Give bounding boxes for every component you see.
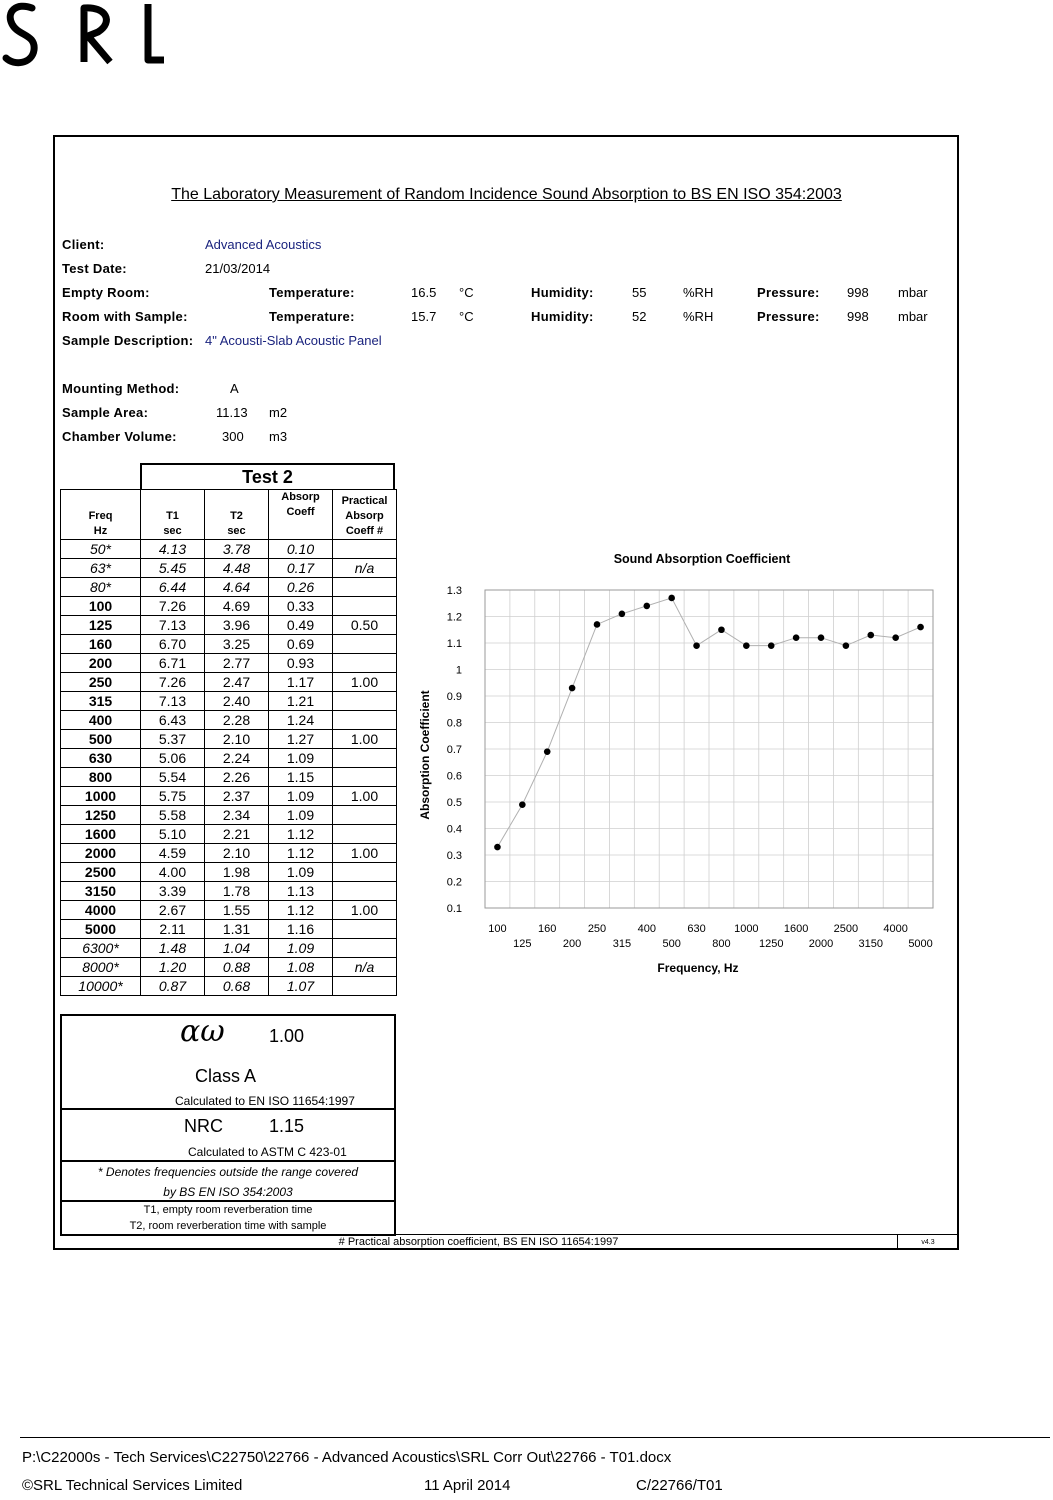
- table-row: [61, 749, 397, 768]
- report-title: The Laboratory Measurement of Random Incidence Sound Absorption to BS EN ISO 354:2003: [171, 186, 842, 203]
- t2-cell: 2.47: [205, 673, 269, 692]
- coeff-cell: 1.12: [269, 825, 333, 844]
- alpha-w-box: [60, 1014, 396, 1110]
- t2-cell: 0.68: [205, 977, 269, 996]
- t1-cell: 5.58: [141, 806, 205, 825]
- t2-cell: 3.25: [205, 635, 269, 654]
- practical-cell: 1.00: [333, 730, 397, 749]
- t2-cell: 1.04: [205, 939, 269, 958]
- x-tick-label: 4000: [883, 923, 908, 935]
- table-row: [61, 806, 397, 825]
- empty-hum-value: 55: [632, 285, 647, 300]
- x-tick-label: 315: [612, 938, 632, 950]
- t2-cell: 2.34: [205, 806, 269, 825]
- t1-cell: 7.13: [141, 616, 205, 635]
- t1-cell: 5.45: [141, 559, 205, 578]
- t1-cell: 4.00: [141, 863, 205, 882]
- coeff-cell: 1.15: [269, 768, 333, 787]
- t1-header: T1 sec: [141, 490, 205, 540]
- x-tick-label: 100: [488, 923, 507, 935]
- freq-cell: 630: [61, 749, 141, 768]
- x-tick-label: 5000: [908, 938, 933, 950]
- x-tick-label: 400: [637, 923, 656, 935]
- data-point: [768, 642, 775, 649]
- footer-copyright: ©SRL Technical Services Limited: [22, 1477, 243, 1494]
- t2-cell: 4.69: [205, 597, 269, 616]
- freq-cell: 4000: [61, 901, 141, 920]
- table-row: [61, 977, 397, 996]
- y-tick-label: 0.1: [446, 903, 462, 915]
- y-tick-label: 1: [455, 664, 462, 677]
- table-row: [61, 768, 397, 787]
- t2-cell: 2.37: [205, 787, 269, 806]
- table-row: [61, 616, 397, 635]
- x-tick-label: 800: [712, 938, 731, 950]
- sample-hum-label: Humidity:: [531, 309, 594, 324]
- coeff-cell: 0.49: [269, 616, 333, 635]
- empty-pres-unit: mbar: [898, 285, 928, 300]
- t1-cell: 6.43: [141, 711, 205, 730]
- y-tick-label: 1.1: [446, 638, 462, 650]
- data-point: [668, 595, 675, 602]
- practical-cell: [333, 692, 397, 711]
- t1-cell: 1.20: [141, 958, 205, 977]
- footer-divider: [20, 1437, 1050, 1438]
- freq-cell: 1000: [61, 787, 141, 806]
- coeff-header: Absorp Coeff: [269, 490, 333, 540]
- coeff-cell: 1.07: [269, 977, 333, 996]
- freq-cell: 80*: [61, 578, 141, 597]
- t-notes-box: [60, 1200, 396, 1236]
- data-point: [594, 621, 601, 628]
- t2-cell: 2.21: [205, 825, 269, 844]
- t2-cell: 1.78: [205, 882, 269, 901]
- practical-cell: [333, 540, 397, 559]
- coeff-cell: 1.09: [269, 806, 333, 825]
- alpha-w-symbol: αω: [180, 1014, 225, 1049]
- data-point: [619, 611, 626, 618]
- sample-desc-value: 4" Acousti-Slab Acoustic Panel: [205, 333, 382, 348]
- y-tick-label: 1.2: [446, 611, 462, 624]
- table-row: [61, 920, 397, 939]
- t2-cell: 2.10: [205, 730, 269, 749]
- practical-cell: 1.00: [333, 844, 397, 863]
- freq-header: Freq Hz: [61, 490, 141, 540]
- data-point: [843, 642, 850, 649]
- t1-cell: 1.48: [141, 939, 205, 958]
- t2-cell: 1.98: [205, 863, 269, 882]
- t2-cell: 4.64: [205, 578, 269, 597]
- t2-note: T2, room reverberation time with sample: [129, 1220, 327, 1232]
- coeff-cell: 1.09: [269, 863, 333, 882]
- t2-cell: 2.28: [205, 711, 269, 730]
- test-date-value: 21/03/2014: [205, 261, 271, 276]
- practical-cell: [333, 578, 397, 597]
- freq-cell: 50*: [61, 540, 141, 559]
- practical-cell: [333, 768, 397, 787]
- table-row: [61, 540, 397, 559]
- coeff-cell: 1.27: [269, 730, 333, 749]
- alpha-w-calc: Calculated to EN ISO 11654:1997: [175, 1094, 355, 1108]
- practical-note: # Practical absorption coefficient, BS EN ISO 11654:1997: [60, 1234, 897, 1249]
- table-row: [61, 711, 397, 730]
- table-row: [61, 692, 397, 711]
- t1-cell: 6.71: [141, 654, 205, 673]
- sample-pres-label: Pressure:: [757, 309, 820, 324]
- t2-cell: 3.78: [205, 540, 269, 559]
- class-rating: Class A: [195, 1066, 257, 1086]
- area-unit: m2: [269, 405, 288, 420]
- coeff-cell: 1.09: [269, 749, 333, 768]
- freq-cell: 125: [61, 616, 141, 635]
- t1-cell: 7.26: [141, 597, 205, 616]
- t1-cell: 0.87: [141, 977, 205, 996]
- nrc-calc: Calculated to ASTM C 423-01: [188, 1145, 347, 1159]
- y-tick-label: 0.4: [446, 823, 462, 836]
- footer-date: 11 April 2014: [424, 1477, 511, 1494]
- table-row: [61, 730, 397, 749]
- y-tick-label: 0.5: [446, 797, 462, 809]
- practical-cell: [333, 711, 397, 730]
- x-tick-label: 200: [562, 938, 582, 950]
- practical-cell: 0.50: [333, 616, 397, 635]
- coeff-cell: 0.93: [269, 654, 333, 673]
- practical-cell: [333, 863, 397, 882]
- x-tick-label: 500: [662, 938, 681, 950]
- t1-cell: 4.13: [141, 540, 205, 559]
- table-row: [61, 654, 397, 673]
- empty-hum-label: Humidity:: [531, 285, 594, 300]
- t2-cell: 2.24: [205, 749, 269, 768]
- table-row: [61, 958, 397, 977]
- y-tick-label: 0.3: [446, 850, 462, 862]
- freq-cell: 250: [61, 673, 141, 692]
- t2-cell: 3.96: [205, 616, 269, 635]
- data-point: [743, 642, 750, 649]
- empty-pres-label: Pressure:: [757, 285, 820, 300]
- practical-cell: 1.00: [333, 673, 397, 692]
- x-tick-label: 250: [587, 923, 607, 935]
- t1-cell: 4.59: [141, 844, 205, 863]
- nrc-label: NRC: [184, 1116, 223, 1136]
- sample-temp-value: 15.7: [411, 309, 437, 324]
- x-tick-label: 1000: [734, 923, 759, 935]
- t2-cell: 2.26: [205, 768, 269, 787]
- data-point: [917, 624, 924, 631]
- y-tick-label: 0.2: [446, 876, 462, 889]
- t1-cell: 2.11: [141, 920, 205, 939]
- t1-cell: 7.26: [141, 673, 205, 692]
- empty-hum-unit: %RH: [683, 285, 714, 300]
- t1-cell: 5.75: [141, 787, 205, 806]
- t1-cell: 7.13: [141, 692, 205, 711]
- t2-cell: 4.48: [205, 559, 269, 578]
- sample-temp-unit: °C: [459, 309, 474, 324]
- y-tick-label: 0.9: [446, 691, 462, 703]
- freq-cell: 315: [61, 692, 141, 711]
- test-date-label: Test Date:: [62, 261, 127, 276]
- practical-cell: n/a: [333, 559, 397, 578]
- footer-path: P:\C22000s - Tech Services\C22750\22766 - Advanced Acoustics\SRL Corr Out\22766 - T01.docx: [22, 1449, 672, 1466]
- freq-cell: 200: [61, 654, 141, 673]
- x-tick-label: 2500: [833, 923, 859, 935]
- results-table: [60, 489, 397, 996]
- y-tick-label: 0.7: [446, 744, 462, 756]
- empty-pres-value: 998: [847, 285, 869, 300]
- sample-desc-label: Sample Description:: [62, 333, 194, 348]
- version-label: v4.3: [897, 1234, 958, 1249]
- coeff-cell: 0.26: [269, 578, 333, 597]
- data-point: [693, 642, 700, 649]
- sample-hum-unit: %RH: [683, 309, 714, 324]
- table-row: [61, 787, 397, 806]
- freq-cell: 100: [61, 597, 141, 616]
- x-tick-label: 630: [687, 923, 706, 935]
- freq-cell: 500: [61, 730, 141, 749]
- data-point: [643, 603, 650, 610]
- t1-cell: 2.67: [141, 901, 205, 920]
- data-point: [818, 634, 825, 641]
- coeff-cell: 1.08: [269, 958, 333, 977]
- nrc-box: [60, 1108, 396, 1162]
- client-label: Client:: [62, 237, 105, 252]
- practical-cell: n/a: [333, 958, 397, 977]
- t2-cell: 1.31: [205, 920, 269, 939]
- freq-cell: 1600: [61, 825, 141, 844]
- test-heading: Test 2: [140, 463, 395, 489]
- data-point: [867, 632, 874, 639]
- volume-unit: m3: [269, 429, 288, 444]
- absorption-chart: [410, 540, 950, 980]
- practical-cell: [333, 749, 397, 768]
- footer-ref: C/22766/T01: [636, 1477, 723, 1494]
- data-point: [519, 801, 526, 808]
- area-value: 11.13: [216, 405, 248, 420]
- denotes-line1: * Denotes frequencies outside the range covered: [97, 1165, 359, 1179]
- alpha-w-value: 1.00: [269, 1026, 305, 1046]
- coeff-cell: 0.17: [269, 559, 333, 578]
- practical-cell: [333, 882, 397, 901]
- t1-cell: 5.37: [141, 730, 205, 749]
- y-tick-label: 0.6: [446, 770, 462, 783]
- t1-cell: 5.54: [141, 768, 205, 787]
- t1-cell: 5.10: [141, 825, 205, 844]
- denotes-box: [60, 1160, 396, 1202]
- freq-cell: 8000*: [61, 958, 141, 977]
- table-row: [61, 825, 397, 844]
- freq-cell: 10000*: [61, 977, 141, 996]
- mounting-label: Mounting Method:: [62, 381, 180, 396]
- data-point: [494, 844, 501, 851]
- t2-cell: 2.77: [205, 654, 269, 673]
- t1-note: T1, empty room reverberation time: [143, 1204, 313, 1216]
- chart-ylabel: Absorption Coefficient: [418, 690, 432, 820]
- data-point: [569, 685, 576, 692]
- empty-temp-label: Temperature:: [269, 285, 355, 300]
- data-point: [793, 634, 800, 641]
- y-tick-label: 0.8: [446, 717, 462, 730]
- coeff-cell: 1.09: [269, 939, 333, 958]
- coeff-cell: 1.21: [269, 692, 333, 711]
- freq-cell: 3150: [61, 882, 141, 901]
- t1-cell: 5.06: [141, 749, 205, 768]
- table-row: [61, 882, 397, 901]
- denotes-line2: by BS EN ISO 354:2003: [163, 1185, 293, 1199]
- practical-cell: [333, 654, 397, 673]
- table-row: [61, 578, 397, 597]
- t2-cell: 1.55: [205, 901, 269, 920]
- sample-hum-value: 52: [632, 309, 647, 324]
- table-row: [61, 559, 397, 578]
- practical-cell: [333, 920, 397, 939]
- t2-cell: 2.40: [205, 692, 269, 711]
- client-value: Advanced Acoustics: [205, 237, 322, 252]
- table-row: [61, 597, 397, 616]
- coeff-cell: 1.09: [269, 787, 333, 806]
- x-tick-label: 1600: [783, 923, 809, 935]
- area-label: Sample Area:: [62, 405, 149, 420]
- coeff-cell: 1.12: [269, 844, 333, 863]
- table-row: [61, 673, 397, 692]
- freq-cell: 1250: [61, 806, 141, 825]
- freq-cell: 2000: [61, 844, 141, 863]
- practical-cell: 1.00: [333, 901, 397, 920]
- sample-pres-value: 998: [847, 309, 869, 324]
- x-tick-label: 3150: [858, 938, 884, 950]
- volume-label: Chamber Volume:: [62, 429, 177, 444]
- sample-pres-unit: mbar: [898, 309, 928, 324]
- srl-logo: [2, 0, 172, 70]
- coeff-cell: 1.16: [269, 920, 333, 939]
- table-row: [61, 863, 397, 882]
- x-tick-label: 1250: [758, 938, 784, 950]
- x-tick-label: 160: [538, 923, 557, 935]
- empty-temp-unit: °C: [459, 285, 474, 300]
- freq-cell: 6300*: [61, 939, 141, 958]
- data-point: [544, 748, 551, 755]
- practical-header: Practical Absorp Coeff #: [333, 490, 397, 540]
- t1-cell: 3.39: [141, 882, 205, 901]
- mounting-value: A: [230, 381, 239, 396]
- chart-title: Sound Absorption Coefficient: [613, 552, 791, 566]
- coeff-cell: 0.69: [269, 635, 333, 654]
- freq-cell: 5000: [61, 920, 141, 939]
- empty-room-label: Empty Room:: [62, 285, 150, 300]
- coeff-cell: 0.10: [269, 540, 333, 559]
- sample-temp-label: Temperature:: [269, 309, 355, 324]
- empty-temp-value: 16.5: [411, 285, 437, 300]
- sample-room-label: Room with Sample:: [62, 309, 188, 324]
- table-row: [61, 901, 397, 920]
- freq-cell: 160: [61, 635, 141, 654]
- practical-cell: [333, 977, 397, 996]
- x-tick-label: 125: [513, 938, 532, 950]
- y-tick-label: 1.3: [446, 585, 462, 597]
- freq-cell: 800: [61, 768, 141, 787]
- data-point: [892, 634, 899, 641]
- data-point: [718, 626, 725, 633]
- t2-cell: 0.88: [205, 958, 269, 977]
- table-row: [61, 635, 397, 654]
- table-row: [61, 844, 397, 863]
- coeff-cell: 1.12: [269, 901, 333, 920]
- t2-header: T2 sec: [205, 490, 269, 540]
- t1-cell: 6.70: [141, 635, 205, 654]
- coeff-cell: 1.24: [269, 711, 333, 730]
- coeff-cell: 0.33: [269, 597, 333, 616]
- practical-cell: [333, 825, 397, 844]
- t1-cell: 6.44: [141, 578, 205, 597]
- freq-cell: 400: [61, 711, 141, 730]
- chart-xlabel: Frequency, Hz: [657, 961, 739, 975]
- table-row: [61, 939, 397, 958]
- volume-value: 300: [222, 429, 244, 444]
- x-tick-label: 2000: [808, 938, 834, 950]
- practical-cell: 1.00: [333, 787, 397, 806]
- coeff-cell: 1.13: [269, 882, 333, 901]
- freq-cell: 63*: [61, 559, 141, 578]
- practical-cell: [333, 597, 397, 616]
- table-header-row: [61, 490, 397, 540]
- practical-cell: [333, 939, 397, 958]
- t2-cell: 2.10: [205, 844, 269, 863]
- nrc-value: 1.15: [269, 1116, 305, 1136]
- freq-cell: 2500: [61, 863, 141, 882]
- coeff-cell: 1.17: [269, 673, 333, 692]
- practical-cell: [333, 806, 397, 825]
- practical-cell: [333, 635, 397, 654]
